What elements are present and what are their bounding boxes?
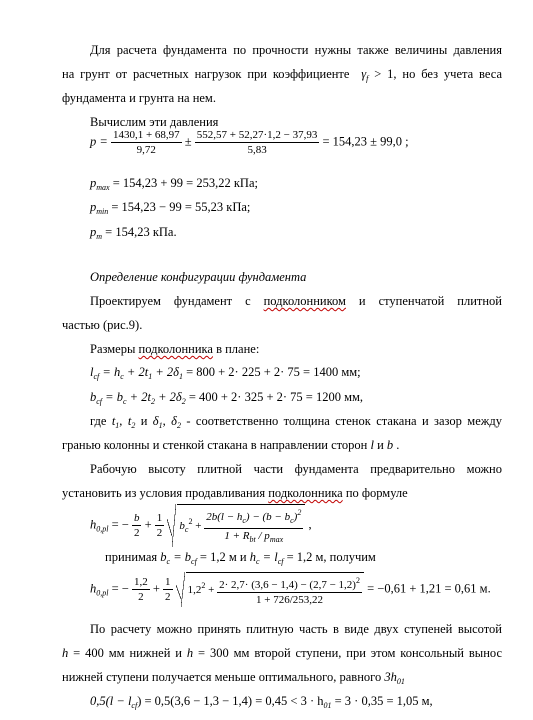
text-line: нижней ступени получается меньше оптимального, равного $3h_{01}$ bbox=[62, 670, 405, 686]
lcf-line: $l_{cf} = h_c + 2t_1 + 2\delta_1 = 800 + 2\cdot 225 + 2\cdot 75 = 1400$ мм; bbox=[90, 365, 361, 381]
text-line: h = 400 мм нижней и h = 300 мм второй ступени, при этом консольный вынос bbox=[62, 646, 502, 660]
square-root: $1,2^2$ + $\frac{2\cdot 2,7\cdot (3,6 - 1,4) - (2,7 - 1,2)^2}{1 + 726/253,22}$ bbox=[176, 572, 364, 607]
fraction: $\frac{2b(l - h_c) - (b - b_c)^2}{1 + R_{bt} / p_{max}}$ bbox=[206, 508, 302, 544]
pmax-line: $p_{max} = 154,23 + 99 = 253,22$ кПа; bbox=[90, 176, 258, 192]
bcf-line: $b_{cf} = b_c + 2t_2 + 2\delta_2 = 400 + 2\cdot 325 + 2\cdot 75 = 1200$ мм, bbox=[90, 390, 364, 406]
pmin-line: $p_{min} = 154,23 - 99 = 55,23$ кПа; bbox=[90, 200, 251, 216]
text-line: Размеры подколонника в плане: bbox=[90, 342, 260, 356]
fraction: $\frac{1430,1 + 68,97}{9,72}$ bbox=[112, 129, 180, 156]
fraction: $\frac{2\cdot 2,7\cdot (3,6 - 1,4) - (2,7 - 1,2)^2}{1 + 726/253,22}$ bbox=[219, 576, 360, 606]
text-line: гранью колонны и стенкой стакана в направлении сторон l и b . bbox=[62, 438, 400, 452]
fraction: $\frac{1}{2}$ bbox=[156, 512, 163, 539]
text-line: установить из условия продавливания подколонника по формуле bbox=[62, 486, 408, 500]
fraction: $\frac{1}{2}$ bbox=[165, 576, 171, 603]
text-line: частью (рис.9). bbox=[62, 318, 143, 332]
text-line: фундамента и грунта на нем. bbox=[62, 91, 216, 105]
section-title: Определение конфигурации фундамента bbox=[90, 270, 307, 284]
fraction: $\frac{1,2}{2}$ bbox=[133, 576, 148, 603]
text-line: Вычислим эти давления bbox=[90, 115, 219, 129]
fraction: $\frac{b}{2}$ bbox=[133, 512, 140, 539]
pm-line: $p_m = 154,23$ кПа. bbox=[90, 225, 177, 241]
text-line: По расчету можно принять плитную часть в виде двух ступеней высотой bbox=[90, 622, 502, 636]
height-calculation: $h_{0,pl}$ = − $\frac{1,2}{2}$ + $\frac{1}{2}$ $1,2^2$ + $\frac{2\cdot 2,7\cdot (3,6 - 1,4) - (2,7 - 1,2)^2}{1 + 726/253,22}$ = −0,61 + 1,21 = 0,61 м. bbox=[90, 572, 491, 607]
text-line: Для расчета фундамента по прочности нужны также величины давления bbox=[90, 43, 502, 57]
fraction: $\frac{552,57 + 52,27\cdot 1,2 - 37,93}{5,83}$ bbox=[196, 129, 318, 156]
pressure-formula: p = $\frac{1430,1 + 68,97}{9,72}$ ± $\frac{552,57 + 52,27\cdot 1,2 - 37,93}{5,83}$ = 154,23 ± 99,0 ; bbox=[90, 129, 409, 156]
text-line: Проектируем фундамент с подколонником и ступенчатой плитной bbox=[90, 294, 502, 308]
text-line: где $t_1$, $t_2$ и $\delta_1$, $\delta_2$ - соответственно толщина стенок стакана и зазор между bbox=[90, 414, 503, 430]
text-line: на грунт от расчетных нагрузок при коэффициенте $\gamma_f > 1$, но без учета веса bbox=[62, 67, 502, 83]
text-line: принимая $b_c = b_{cf} = 1,2$ м и $h_c = l_{cf} = 1,2$ м, получим bbox=[105, 550, 376, 566]
text-line: Рабочую высоту плитной части фундамента предварительно можно bbox=[90, 462, 502, 476]
square-root: $b_c^2$ + $\frac{2b(l - h_c) - (b - b_c)^2}{1 + R_{bt} / p_{max}}$ bbox=[167, 504, 305, 547]
text-line: $0,5(l - l_{cf}) = 0,5(3,6 - 1,3 - 1,4) = 0,45 < 3 \cdot h_{01} = 3 \cdot 0,35 = 1,05$ м, bbox=[90, 694, 433, 710]
height-formula: $h_{0,pl}$ = − $\frac{b}{2}$ + $\frac{1}{2}$ $b_c^2$ + $\frac{2b(l - h_c) - (b - b_c)^2}{1 + R_{bt} / p_{max}}$ , bbox=[90, 504, 312, 547]
